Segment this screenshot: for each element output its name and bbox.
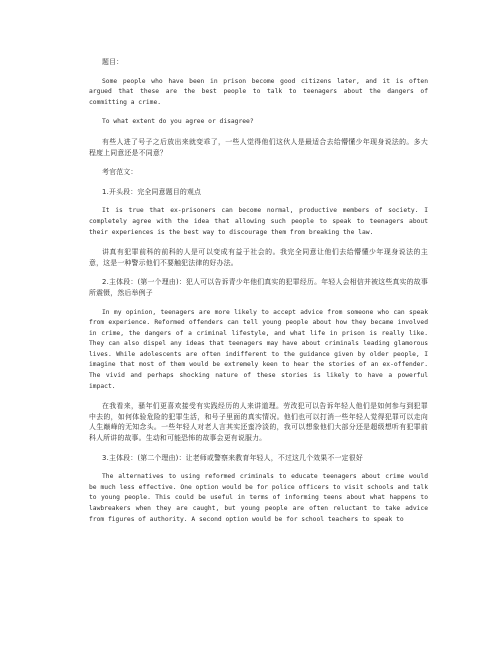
intro-english: It is true that ex-prisoners can become normal, productive members of society. I completely agree with the idea that allowing such people to speak to teenagers about their experiences is the best way to discourage them from breaking the law. [89, 207, 428, 236]
question-english: To what extent do you agree or disagree? [102, 118, 254, 126]
body1-heading: 2.主体段：(第一个理由)：犯人可以告诉青少年他们真实的犯罪经历。年轻人会相信并被这些真实的故事所震慑，然后举例子 [89, 278, 428, 297]
sample-label: 考官范文： [102, 168, 138, 177]
body1-chinese: 在我看来，骚年们更喜欢接受有实践经历的人来讲道理。劳改犯可以告诉年轻人他们是如何参与到犯罪中去的，如何体验危险的犯罪生活，和号子里面的真实情况。他们也可以打消一些年轻人觉得犯罪可以走向人生巅峰的无知念头。一些年轻人对老人言其实还蛮冷淡的，我可以想象他们大部分还是超级想听有犯罪前科人所讲的故事。生动和可能恐怖的故事会更有说服力。 [89, 402, 428, 443]
title-label: 题目： [102, 58, 124, 66]
prompt-chinese: 有些人进了号子之后放出来就变乖了，一些人觉得他们这伙人是最适合去给懵懂少年现身说法的。多大程度上同意还是不同意？ [89, 137, 428, 157]
intro-chinese: 讲真有犯罪前科的前科的人是可以变成有益于社会的。我完全同意让他们去给懵懂少年现身说法的主意，这是一种警示他们不要触犯法律的好办法。 [89, 248, 428, 267]
document-body [89, 57, 428, 534]
intro-heading: 1.开头段：完全同意题目的观点 [102, 187, 202, 196]
body2-heading: 3.主体段：(第二个理由)：让老师或警察来教育年轻人，不过这几个效果不一定很好 [102, 453, 363, 462]
body1-english: In my opinion, teenagers are more likely to accept advice from someone who can speak from experience. Reformed offenders can tell young people about how they became involved in crime, the dangers of a criminal lifestyle, and what life in prison is really like. They can also dispel any ideas that teenagers may have about criminals leading glamorous lives. While adolescents are often indifferent to the guidance given by older people, I imagine that most of them would be extremely keen to hear the stories of an ex-offender. The vivid and perhaps shocking nature of these stories is likely to have a powerful impact. [89, 308, 428, 390]
body2-english: The alternatives to using reformed criminals to educate teenagers about crime would be much less effective. One option would be for police officers to visit schools and talk to young people. This could be useful in terms of informing teens about what happens to lawbreakers when they are caught, but young people are often reluctant to take advice from figures of authority. A second option would be for school teachers to speak to [89, 473, 428, 523]
prompt-english: Some people who have been in prison become good citizens later, and it is often argued that these are the best people to talk to teenagers about the dangers of committing a crime. [89, 77, 428, 106]
